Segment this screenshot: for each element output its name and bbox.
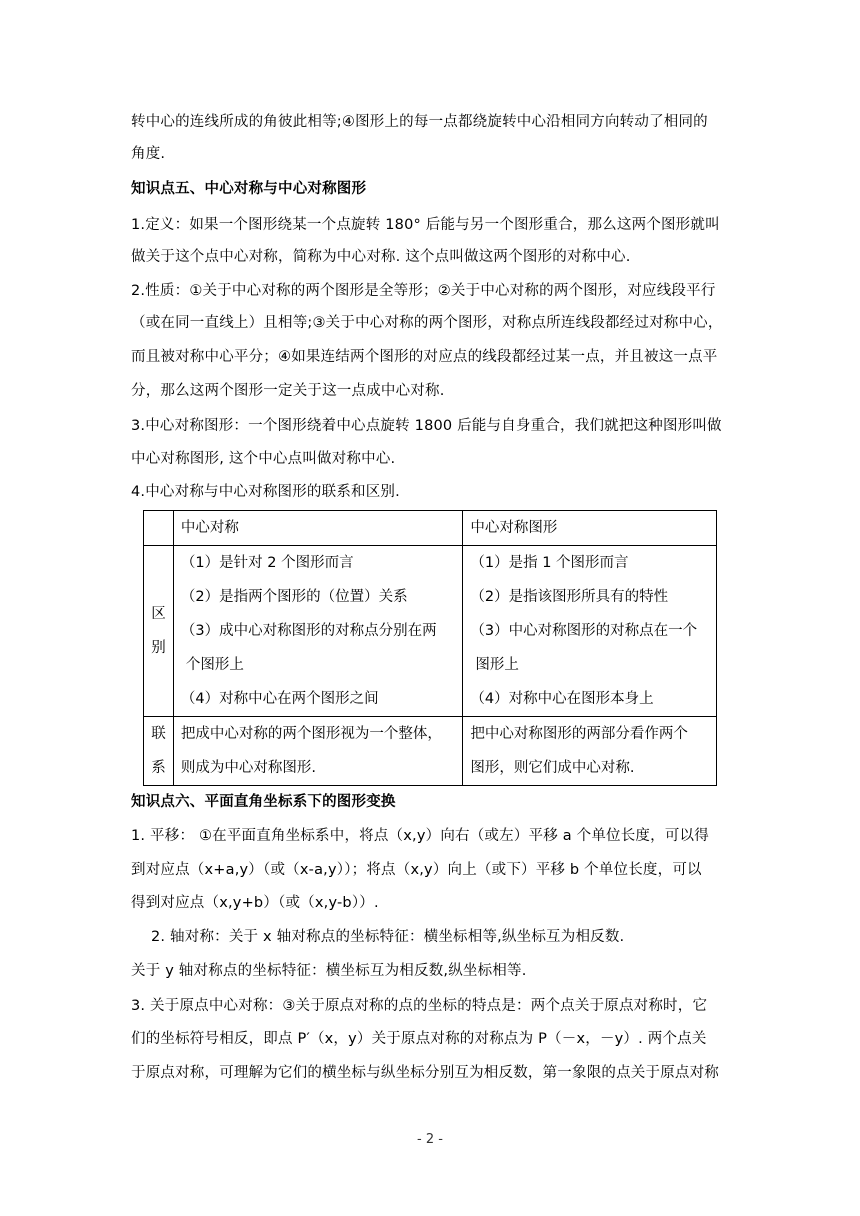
paragraph-line: 1. 平移： ①在平面直角坐标系中，将点（x,y）向右（或左）平移 a 个单位长度，可以得: [131, 828, 709, 844]
cell-line: （2）是指两个图形的（位置）关系: [180, 589, 408, 605]
paragraph-line: 中心对称图形, 这个中心点叫做对称中心.: [131, 451, 396, 467]
paragraph-line: 4.中心对称与中心对称图形的联系和区别.: [131, 484, 400, 500]
paragraph-line: 2. 轴对称：关于 x 轴对称点的坐标特征：横坐标相等,纵坐标互为相反数.: [151, 929, 625, 945]
cell-line: 把成中心对称的两个图形视为一个整体，: [180, 726, 442, 742]
paragraph-line: 得到对应点（x,y+b）（或（x,y-b））.: [131, 895, 379, 911]
cell-line: （1）是针对 2 个图形而言: [180, 555, 354, 571]
table-cell: [173, 546, 462, 717]
row-label-cell: [144, 546, 174, 717]
paragraph-line: 关于 y 轴对称点的坐标特征：横坐标互为相反数,纵坐标相等.: [131, 963, 527, 979]
table-header-cell: [173, 511, 462, 546]
paragraph-line: 于原点对称，可理解为它们的横坐标与纵坐标分别互为相反数，第一象限的点关于原点对称: [131, 1065, 719, 1081]
row-label-char: 区: [151, 606, 166, 622]
paragraph-line: 1.定义：如果一个图形绕某一个点旋转 180° 后能与另一个图形重合，那么这两个图形就叫: [131, 217, 720, 233]
table-cell: [463, 717, 717, 786]
row-label-cell: [144, 717, 174, 786]
cell-line: 把中心对称图形的两部分看作两个: [470, 726, 688, 742]
row-label-char: 联: [151, 726, 166, 742]
cell-line: （1）是指 1 个图形而言: [470, 555, 629, 571]
cell-line: 图形上: [475, 657, 519, 673]
cell-line: （4）对称中心在图形本身上: [470, 691, 654, 707]
paragraph-line: 而且被对称中心平分；④如果连结两个图形的对应点的线段都经过某一点，并且被这一点平: [131, 349, 718, 365]
table-cell: [173, 717, 462, 786]
section-heading: 知识点五、中心对称与中心对称图形: [131, 181, 367, 197]
paragraph-line: 3. 关于原点中心对称：③关于原点对称的点的坐标的特点是：两个点关于原点对称时，它: [131, 998, 708, 1014]
paragraph-line: 3.中心对称图形：一个图形绕着中心点旋转 1800 后能与自身重合，我们就把这种图形叫做: [131, 418, 722, 434]
paragraph-line: 做关于这个点中心对称，简称为中心对称. 这个点叫做这两个图形的对称中心.: [131, 249, 631, 265]
comparison-table: [143, 510, 717, 786]
header-centrosymmetric-figure: 中心对称图形: [470, 520, 558, 536]
table-corner-cell: [144, 511, 174, 546]
paragraph-line: 分，那么这两个图形一定关于这一点成中心对称.: [131, 383, 445, 399]
table-header-row: [144, 511, 717, 546]
paragraph-line: 们的坐标符号相反，即点 P′（x，y）关于原点对称的对称点为 P（－x，－y）. 两个点关: [131, 1031, 707, 1047]
section-heading: 知识点六、平面直角坐标系下的图形变换: [131, 794, 396, 810]
cell-line: （3）中心对称图形的对称点在一个: [470, 623, 698, 639]
paragraph-line: 转中心的连线所成的角彼此相等;④图形上的每一点都绕旋转中心沿相同方向转动了相同的: [131, 114, 708, 130]
table-header-cell: [463, 511, 717, 546]
cell-line: 图形，则它们成中心对称.: [470, 760, 635, 776]
page-number: - 2 -: [417, 1132, 443, 1147]
paragraph-line: 2.性质：①关于中心对称的两个图形是全等形；②关于中心对称的两个图形，对应线段平行: [131, 283, 716, 299]
cell-line: 则成为中心对称图形.: [180, 760, 317, 776]
table-row: [144, 546, 717, 717]
cell-line: 个图形上: [185, 657, 244, 673]
paragraph-line: （或在同一直线上）且相等;③关于中心对称的两个图形，对称点所连线段都经过对称中心，: [131, 315, 723, 331]
header-central-symmetry: 中心对称: [180, 520, 239, 536]
cell-line: （2）是指该图形所具有的特性: [470, 589, 669, 605]
row-label-char: 别: [151, 640, 166, 656]
table-cell: [463, 546, 717, 717]
row-label-char: 系: [151, 760, 166, 776]
cell-line: （4）对称中心在两个图形之间: [180, 691, 379, 707]
paragraph-line: 到对应点（x+a,y）（或（x-a,y））；将点（x,y）向上（或下）平移 b 个单位长度，可以: [131, 862, 702, 878]
table-row: [144, 717, 717, 786]
cell-line: （3）成中心对称图形的对称点分别在两: [180, 623, 437, 639]
paragraph-line: 角度.: [131, 146, 166, 162]
